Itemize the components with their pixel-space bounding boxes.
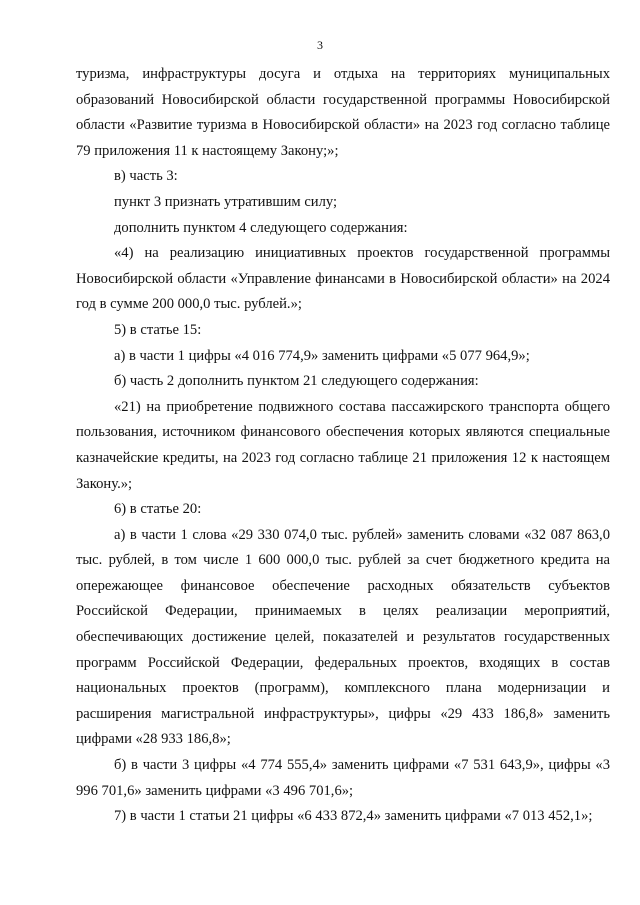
paragraph-article-21: 7) в части 1 статьи 21 цифры «6 433 872,4» заменить цифрами «7 013 452,1»;	[114, 808, 593, 825]
paragraph-continuation-tourism: туризма, инфраструктуры досуга и отдыха на территориях муниципальных образований Новосибирской области государственной программы Новосибирской области «Развитие туризма в Новосибирской области» на 2023 год согласно таблице 79 приложения 11 к настоящему Закону;»;	[76, 66, 610, 159]
paragraph-part-3: в) часть 3:	[114, 168, 178, 185]
paragraph-article-20-a: а) в части 1 слова «29 330 074,0 тыс. рублей» заменить словами «32 087 863,0 тыс. рублей, в том числе 1 600 000,0 тыс. рублей за счет бюджетного кредита на опережающее финансовое обеспечение расходных обязательств субъектов Российской Федерации, принимаемых в целях реализации мероприятий, обеспечивающих достижение целей, показателей и результатов государственных программ Российской Федерации, федеральных проектов, входящих в состав национальных проектов (программ), комплексного плана модернизации и расширения магистральной инфраструктуры», цифры «29 433 186,8» заменить цифрами «28 933 186,8»;	[76, 526, 610, 748]
paragraph-article-20: 6) в статье 20:	[114, 501, 202, 518]
paragraph-article-15-a: а) в части 1 цифры «4 016 774,9» заменить цифрами «5 077 964,9»;	[114, 347, 530, 364]
page-number: 3	[317, 38, 323, 52]
paragraph-add-point-4: дополнить пунктом 4 следующего содержания:	[114, 219, 408, 236]
document-body	[76, 62, 610, 830]
paragraph-point-4-text: «4) на реализацию инициативных проектов государственной программы Новосибирской области «Управление финансами в Новосибирской области» на 2024 год в сумме 200 000,0 тыс. рублей.»;	[76, 245, 610, 313]
paragraph-article-15-b: б) часть 2 дополнить пунктом 21 следующего содержания:	[114, 373, 479, 390]
paragraph-article-20-b: б) в части 3 цифры «4 774 555,4» заменить цифрами «7 531 643,9», цифры «3 996 701,6» заменить цифрами «3 496 701,6»;	[76, 757, 610, 799]
paragraph-point-3-repeal: пункт 3 признать утратившим силу;	[114, 193, 338, 210]
paragraph-point-21-text: «21) на приобретение подвижного состава пассажирского транспорта общего пользования, источником финансового обеспечения которых являются специальные казначейские кредиты, на 2023 год согласно таблице 21 приложения 12 к настоящем Закону.»;	[76, 398, 610, 492]
paragraph-article-15: 5) в статье 15:	[114, 321, 202, 338]
